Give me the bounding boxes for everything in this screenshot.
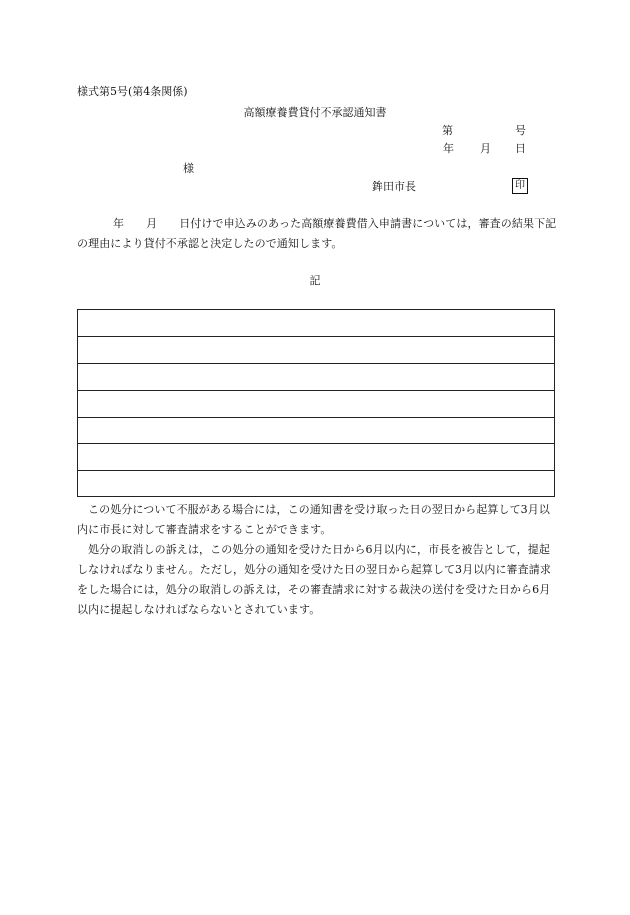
seal-mark: 印 (512, 178, 528, 194)
date-month-label: 月 (480, 142, 491, 155)
issuer-name: 鉾田市長 (372, 180, 416, 193)
document-title: 高額療養費貸付不承認通知書 (243, 106, 387, 119)
body-text: 日付けで申込みのあった高額療養費借入申請書については，審査の結果下記の理由により貸付不承認と決定したので通知します。 (77, 217, 557, 250)
document-number-suffix: 号 (515, 124, 526, 137)
appeal-notice: この処分について不服がある場合には，この通知書を受け取った日の翌日から起算して3月以内に市長に対して審査請求をすることができます。 (77, 503, 550, 536)
body-year-label: 年 (113, 217, 125, 230)
body-month-label: 月 (146, 217, 158, 230)
form-number: 様式第5号(第4条関係) (77, 85, 188, 98)
lawsuit-notice: 処分の取消しの訴えは，この処分の通知を受けた日から6月以内に，市長を被告として，提起しなければなりません。ただし，処分の通知を受けた日の翌日から起算して3月以内に審査請求をした場合には，処分の取消しの訴えは，その審査請求に対する裁決の送付を受けた日から6月以内に提起しなければならないとされています。 (77, 543, 551, 616)
reason-row[interactable] (78, 391, 554, 418)
addressee-suffix: 様 (183, 162, 194, 175)
reason-row[interactable] (78, 444, 554, 471)
document-number-prefix: 第 (442, 124, 453, 137)
date-year-label: 年 (443, 142, 454, 155)
ki-heading: 記 (309, 274, 321, 287)
reason-row[interactable] (78, 364, 554, 391)
reason-row[interactable] (78, 418, 554, 445)
reason-row[interactable] (78, 337, 554, 364)
reason-table (77, 309, 555, 497)
body-paragraph (77, 214, 557, 254)
reason-row[interactable] (78, 471, 554, 498)
reason-row[interactable] (78, 310, 554, 337)
date-day-label: 日 (515, 142, 526, 155)
